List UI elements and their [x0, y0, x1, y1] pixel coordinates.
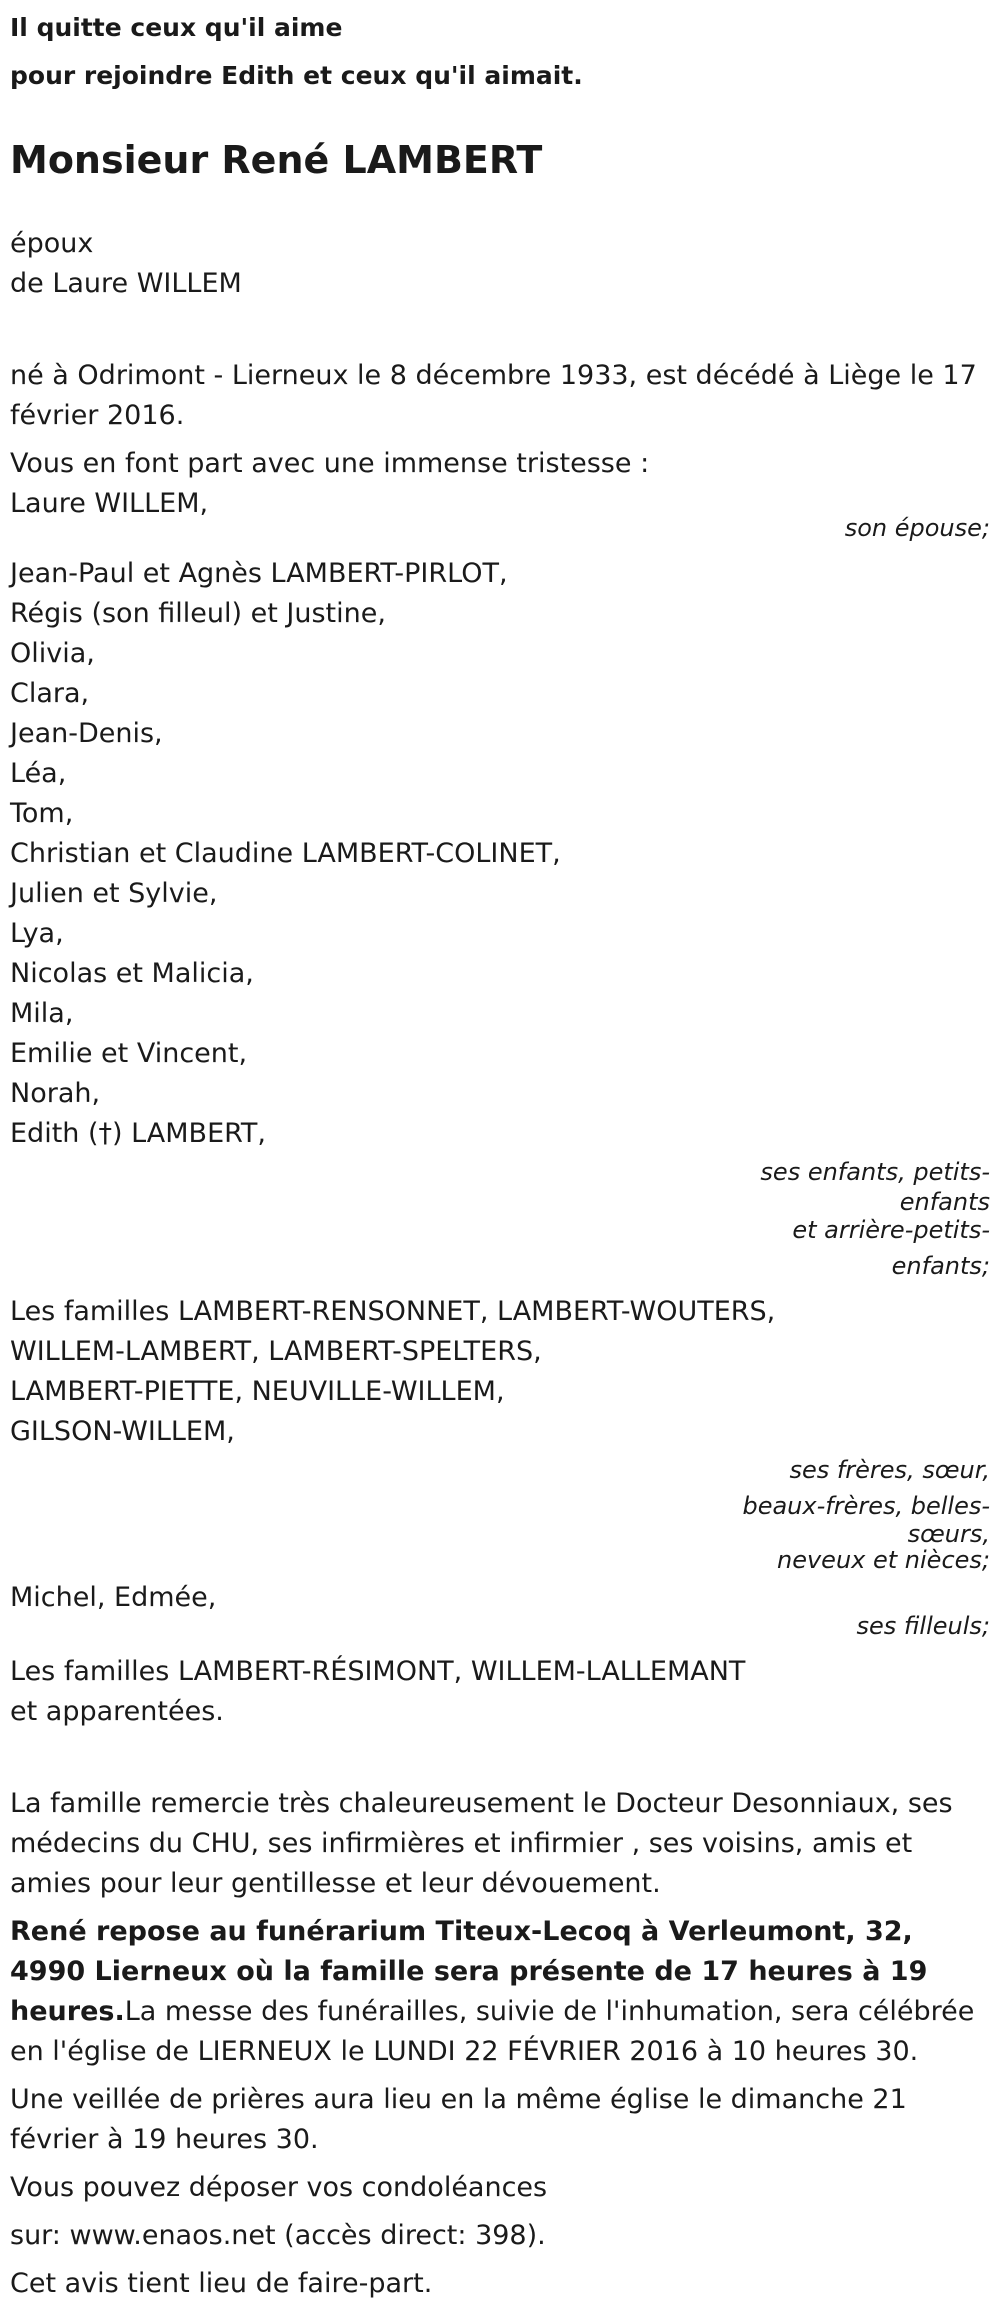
godchildren-role: ses filleuls;: [856, 1612, 990, 1640]
families-role-line: ses frères, sœur,: [789, 1456, 990, 1484]
family-name: LAMBERT-PIETTE, NEUVILLE-WILLEM,: [10, 1376, 505, 1407]
condolences-info: [10, 2168, 990, 2256]
children-role: [10, 1154, 990, 1284]
child-name: Jean-Paul et Agnès LAMBERT-PIRLOT,: [10, 558, 508, 589]
families-role-line: sœurs,: [907, 1520, 990, 1548]
child-name: Christian et Claudine LAMBERT-COLINET,: [10, 838, 561, 869]
child-name: Léa,: [10, 758, 67, 789]
families-list: [10, 1292, 990, 1578]
children-list: [10, 554, 990, 1284]
children-role-line: enfants: [899, 1188, 990, 1216]
children-role-line: enfants;: [891, 1252, 990, 1280]
godchildren-names: Michel, Edmée,: [10, 1582, 217, 1613]
related-line-2: et apparentées.: [10, 1696, 224, 1727]
families-role: [10, 1452, 990, 1578]
condolences-line-2: sur: www.enaos.net (accès direct: 398).: [10, 2220, 546, 2251]
spouse-info: [10, 224, 990, 304]
child-name: Clara,: [10, 678, 90, 709]
child-name: Olivia,: [10, 638, 95, 669]
families-role-line: beaux-frères, belles-: [742, 1492, 990, 1520]
intro-line-2: pour rejoindre Edith et ceux qu'il aimait.: [10, 61, 583, 90]
child-name: Tom,: [10, 798, 74, 829]
birth-death-text: né à Odrimont - Lierneux le 8 décembre 1933, est décédé à Liège le 17 février 2016.: [10, 360, 977, 431]
thanks-text: La famille remercie très chaleureusement le Docteur Desonniaux, ses médecins du CHU, ses infirmières et infirmier , ses voisins, amis et amies pour leur gentillesse et leur dévouement.: [10, 1788, 953, 1899]
closing-text: Cet avis tient lieu de faire-part.: [10, 2268, 433, 2299]
family-name: GILSON-WILLEM,: [10, 1416, 235, 1447]
children-role-line: et arrière-petits-: [792, 1216, 990, 1244]
wife-name: Laure WILLEM,: [10, 488, 209, 519]
child-name: Norah,: [10, 1078, 101, 1109]
funeral-info: [10, 1912, 990, 2072]
child-name: Jean-Denis,: [10, 718, 163, 749]
child-name: Edith (†) LAMBERT,: [10, 1118, 267, 1149]
child-name: Mila,: [10, 998, 74, 1029]
intro-line-1: Il quitte ceux qu'il aime: [10, 13, 343, 42]
announcement-text: Vous en font part avec une immense tristesse :: [10, 448, 650, 479]
funeral-text: La messe des funérailles, suivie de l'inhumation, sera célébrée en l'église de LIERNEUX le LUNDI 22 FÉVRIER 2016 à 10 heures 30.: [10, 1996, 975, 2067]
spouse-line-2: de Laure WILLEM: [10, 268, 242, 299]
families-role-line: neveux et nièces;: [777, 1546, 990, 1574]
condolences-line-1: Vous pouvez déposer vos condoléances: [10, 2172, 548, 2203]
child-name: Julien et Sylvie,: [10, 878, 218, 909]
child-name: Lya,: [10, 918, 64, 949]
deceased-name: Monsieur René LAMBERT: [10, 138, 543, 182]
family-name: Les familles LAMBERT-RENSONNET, LAMBERT-WOUTERS,: [10, 1296, 776, 1327]
child-name: Régis (son filleul) et Justine,: [10, 598, 386, 629]
child-name: Nicolas et Malicia,: [10, 958, 254, 989]
related-line-1: Les familles LAMBERT-RÉSIMONT, WILLEM-LALLEMANT: [10, 1656, 746, 1687]
wife-role: son épouse;: [844, 514, 990, 542]
related-families: [10, 1652, 990, 1732]
family-name: WILLEM-LAMBERT, LAMBERT-SPELTERS,: [10, 1336, 542, 1367]
spouse-line-1: époux: [10, 228, 94, 259]
intro-quote: [10, 4, 990, 100]
vigil-text: Une veillée de prières aura lieu en la même église le dimanche 21 février à 19 heures 30.: [10, 2084, 907, 2155]
funeral-bold-text: René repose au funérarium Titeux-Lecoq à Verleumont, 32, 4990 Lierneux où la famille sera présente de 17 heures à 19 heures.: [10, 1916, 928, 2027]
wife-entry: [10, 484, 990, 546]
godchildren-entry: [10, 1578, 990, 1644]
child-name: Emilie et Vincent,: [10, 1038, 248, 1069]
children-role-line: ses enfants, petits-: [760, 1158, 990, 1186]
